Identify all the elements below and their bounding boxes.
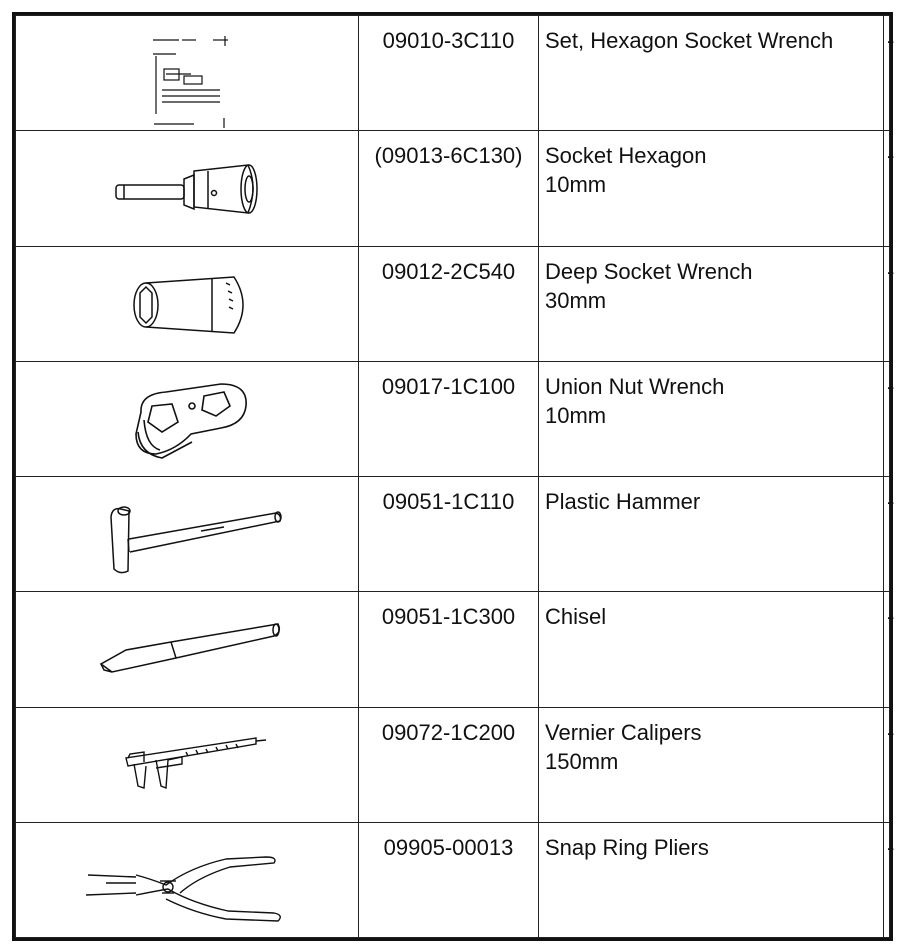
tool-description: Plastic Hammer [539, 477, 884, 592]
plastic-hammer-icon [16, 477, 358, 589]
tool-description: Deep Socket Wrench 30mm [539, 246, 884, 361]
remark: - [884, 131, 890, 246]
remark: - [884, 361, 890, 476]
chisel-icon [16, 592, 358, 704]
tool-image-cell [16, 361, 359, 476]
table-row [16, 592, 890, 707]
table-row [16, 16, 890, 131]
special-tools-table [12, 12, 893, 941]
tool-image-cell [16, 477, 359, 592]
tool-image-cell [16, 592, 359, 707]
remark: - [884, 707, 890, 822]
remark: - [884, 477, 890, 592]
part-number: 09017-1C100 [359, 361, 539, 476]
socket-hexagon-icon [16, 131, 358, 243]
remark: - [884, 16, 890, 131]
table-row [16, 822, 890, 937]
table-row [16, 361, 890, 476]
tool-description: Vernier Calipers 150mm [539, 707, 884, 822]
remark: - [884, 592, 890, 707]
tool-image-cell [16, 707, 359, 822]
tool-image-cell [16, 131, 359, 246]
union-nut-wrench-icon [16, 362, 358, 474]
part-number: 09012-2C540 [359, 246, 539, 361]
part-number: (09013-6C130) [359, 131, 539, 246]
table-row [16, 707, 890, 822]
socket-wrench-set-icon [16, 16, 358, 128]
table-row [16, 246, 890, 361]
tool-image-cell [16, 16, 359, 131]
remark: - [884, 822, 890, 937]
part-number: 09051-1C110 [359, 477, 539, 592]
part-number: 09905-00013 [359, 822, 539, 937]
tool-description: Chisel [539, 592, 884, 707]
tool-description: Set, Hexagon Socket Wrench [539, 16, 884, 131]
part-number: 09051-1C300 [359, 592, 539, 707]
snap-ring-pliers-icon [16, 823, 358, 935]
vernier-calipers-icon [16, 708, 358, 820]
tool-description: Union Nut Wrench 10mm [539, 361, 884, 476]
tool-image-cell [16, 822, 359, 937]
tool-description: Socket Hexagon 10mm [539, 131, 884, 246]
deep-socket-icon [16, 247, 358, 359]
part-number: 09010-3C110 [359, 16, 539, 131]
table-row [16, 477, 890, 592]
remark: - [884, 246, 890, 361]
tool-description: Snap Ring Pliers [539, 822, 884, 937]
table-row [16, 131, 890, 246]
tool-image-cell [16, 246, 359, 361]
part-number: 09072-1C200 [359, 707, 539, 822]
